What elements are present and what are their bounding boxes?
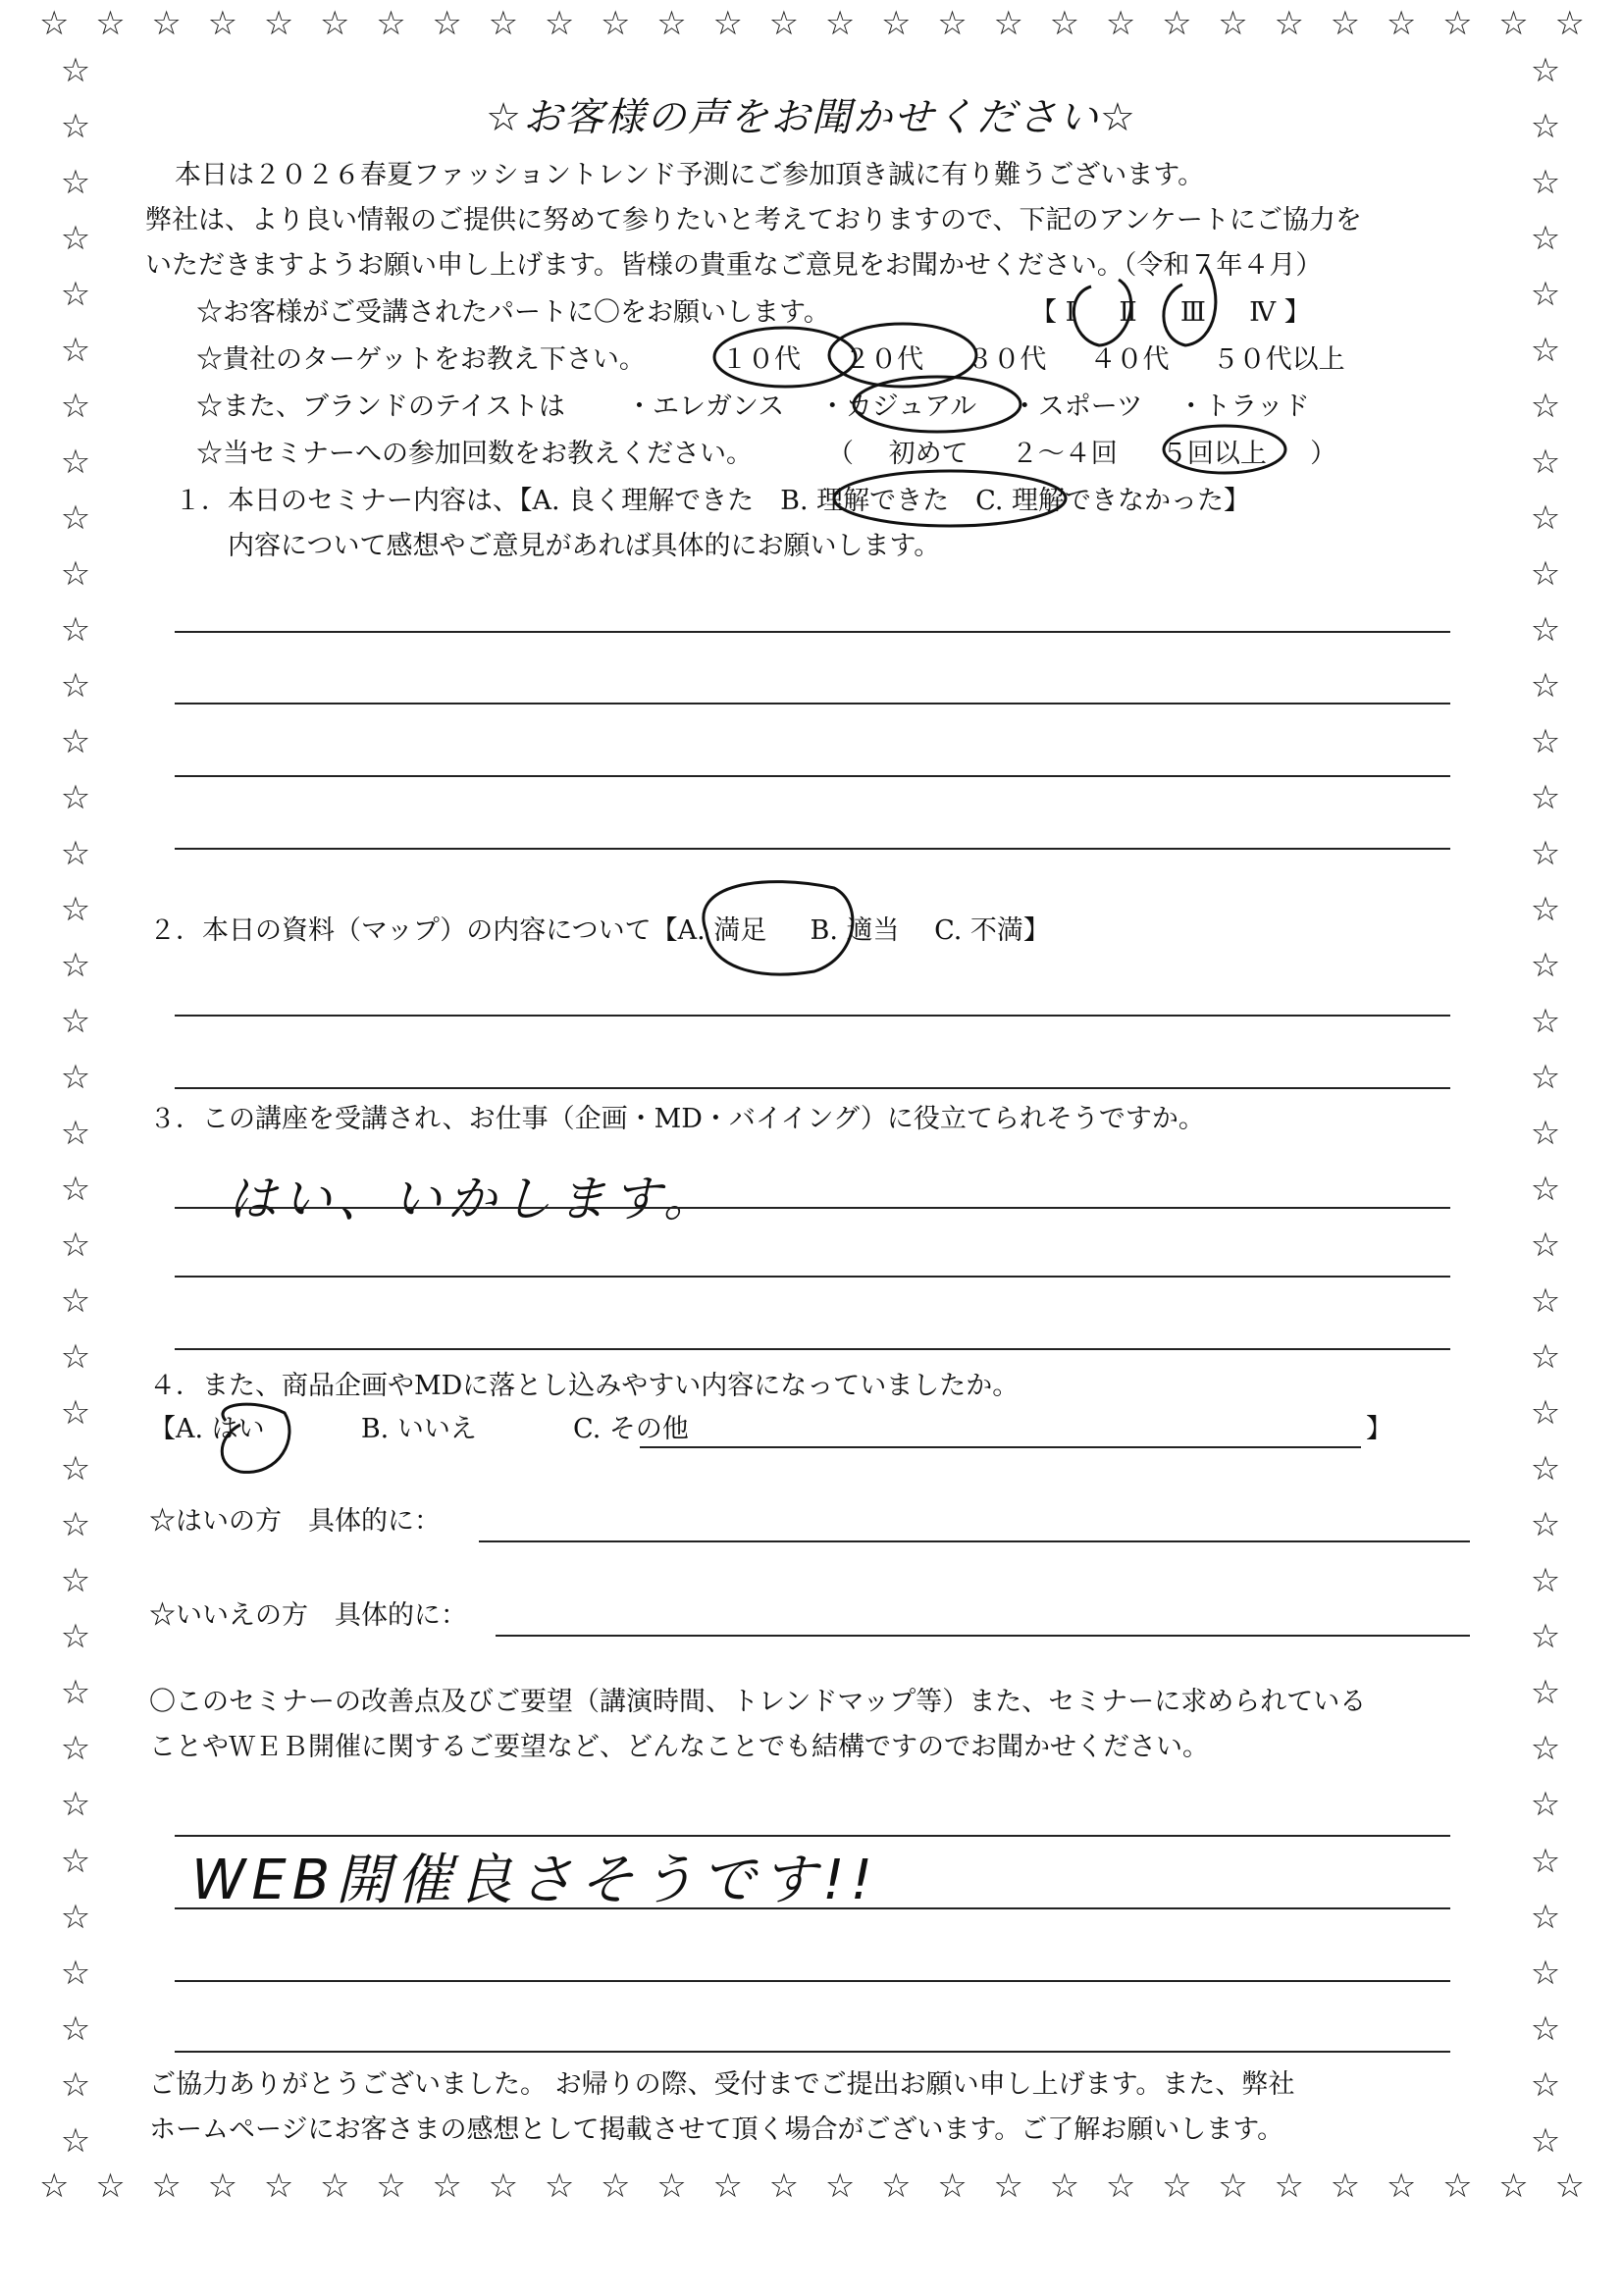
q1-sub: 内容について感想やご意見があれば具体的にお願いします。: [228, 531, 941, 561]
border-star-icon: ☆: [60, 890, 91, 930]
border-star-icon: ☆: [1530, 1953, 1561, 1993]
q2-text: ２．本日の資料（マップ）の内容について【A. 満足 B. 適当 C. 不満】: [149, 915, 1050, 946]
border-star-icon: ☆: [993, 2166, 1023, 2206]
border-star-icon: ☆: [1330, 4, 1361, 43]
border-star-icon: ☆: [1530, 1002, 1561, 1042]
border-star-icon: ☆: [1530, 1226, 1561, 1266]
q3-handwritten-answer: はい、いかします。: [228, 1171, 718, 1227]
star-border-left: [51, 51, 100, 2161]
border-star-icon: ☆: [712, 4, 743, 43]
border-star-icon: ☆: [1530, 331, 1561, 371]
border-star-icon: ☆: [1530, 387, 1561, 427]
target-options[interactable]: １０代 ２０代 ３０代 ４０代 ５０代以上: [721, 344, 1345, 375]
border-star-icon: ☆: [488, 2166, 519, 2206]
border-star-icon: ☆: [881, 4, 912, 43]
thanks-line-2: ホームページにお客さまの感想として掲載させて頂く場合がございます。ご了解お願いします。: [149, 2114, 1284, 2145]
border-star-icon: ☆: [824, 4, 856, 43]
border-star-icon: ☆: [1530, 1561, 1561, 1601]
part-label: ☆お客様がご受講されたパートに〇をお願いします。: [196, 297, 830, 328]
border-star-icon: ☆: [151, 2166, 182, 2206]
border-star-icon: ☆: [1105, 2166, 1136, 2206]
border-star-icon: ☆: [1530, 1281, 1561, 1322]
request-line-1: 〇このセミナーの改善点及びご要望（講演時間、トレンドマップ等）また、セミナーに求められている: [149, 1687, 1367, 1717]
q2-answer-line[interactable]: [175, 1087, 1450, 1089]
border-star-icon: ☆: [488, 4, 519, 43]
border-star-icon: ☆: [60, 1897, 91, 1937]
border-star-icon: ☆: [60, 107, 91, 147]
q4-other-line[interactable]: [640, 1446, 1361, 1448]
border-star-icon: ☆: [1554, 4, 1585, 43]
star-border-right: [1521, 51, 1570, 2161]
border-star-icon: ☆: [544, 4, 575, 43]
border-star-icon: ☆: [1530, 1785, 1561, 1825]
border-star-icon: ☆: [1530, 1505, 1561, 1545]
border-star-icon: ☆: [601, 2166, 631, 2206]
count-label: ☆当セミナーへの参加回数をお教えください。: [196, 439, 753, 469]
target-label: ☆貴社のターゲットをお教え下さい。: [196, 344, 646, 375]
border-star-icon: ☆: [1530, 1841, 1561, 1881]
star-border-top: [39, 4, 1585, 43]
border-star-icon: ☆: [263, 2166, 294, 2206]
border-star-icon: ☆: [60, 51, 91, 90]
border-star-icon: ☆: [60, 778, 91, 818]
border-star-icon: ☆: [1049, 2166, 1080, 2206]
border-star-icon: ☆: [60, 2120, 91, 2161]
border-star-icon: ☆: [1162, 4, 1192, 43]
border-star-icon: ☆: [60, 1449, 91, 1489]
border-star-icon: ☆: [1530, 1058, 1561, 1098]
border-star-icon: ☆: [60, 1673, 91, 1713]
border-star-icon: ☆: [824, 2166, 856, 2206]
border-star-icon: ☆: [60, 1617, 91, 1657]
border-star-icon: ☆: [1530, 1170, 1561, 1210]
request-handwritten-answer: WEB開催良さそうです!!: [191, 1849, 879, 1912]
border-star-icon: ☆: [60, 1785, 91, 1825]
border-star-icon: ☆: [376, 2166, 406, 2206]
border-star-icon: ☆: [1274, 4, 1304, 43]
border-star-icon: ☆: [712, 2166, 743, 2206]
border-star-icon: ☆: [1530, 107, 1561, 147]
border-star-icon: ☆: [60, 1953, 91, 1993]
intro-line-2: 弊社は、より良い情報のご提供に努めて参りたいと考えておりますので、下記のアンケートにご協力を: [145, 205, 1362, 235]
border-star-icon: ☆: [1274, 2166, 1304, 2206]
border-star-icon: ☆: [1498, 2166, 1529, 2206]
border-star-icon: ☆: [95, 4, 126, 43]
border-star-icon: ☆: [60, 1226, 91, 1266]
q2-answer-line[interactable]: [175, 1015, 1450, 1017]
border-star-icon: ☆: [1530, 1897, 1561, 1937]
q1-answer-line[interactable]: [175, 703, 1450, 704]
border-star-icon: ☆: [1162, 2166, 1192, 2206]
border-star-icon: ☆: [601, 4, 631, 43]
q3-answer-line[interactable]: [175, 1276, 1450, 1278]
q1-answer-line[interactable]: [175, 848, 1450, 850]
border-star-icon: ☆: [1530, 1617, 1561, 1657]
border-star-icon: ☆: [60, 1561, 91, 1601]
border-star-icon: ☆: [60, 834, 91, 874]
no-detail-line[interactable]: [496, 1635, 1470, 1637]
yes-detail-label: ☆はいの方 具体的に：: [149, 1506, 441, 1537]
border-star-icon: ☆: [60, 1337, 91, 1378]
border-star-icon: ☆: [60, 1729, 91, 1769]
border-star-icon: ☆: [60, 610, 91, 651]
border-star-icon: ☆: [432, 2166, 462, 2206]
border-star-icon: ☆: [1530, 1114, 1561, 1154]
border-star-icon: ☆: [1530, 1393, 1561, 1434]
border-star-icon: ☆: [1530, 2120, 1561, 2161]
border-star-icon: ☆: [60, 666, 91, 706]
border-star-icon: ☆: [1530, 834, 1561, 874]
border-star-icon: ☆: [60, 554, 91, 595]
border-star-icon: ☆: [1330, 2166, 1361, 2206]
border-star-icon: ☆: [60, 498, 91, 539]
request-answer-line[interactable]: [175, 2051, 1450, 2053]
border-star-icon: ☆: [1530, 1673, 1561, 1713]
q1-text: １．本日のセミナー内容は、【A. 良く理解できた B. 理解できた C. 理解できなかった】: [175, 486, 1251, 516]
border-star-icon: ☆: [207, 4, 238, 43]
border-star-icon: ☆: [60, 2009, 91, 2049]
border-star-icon: ☆: [1530, 554, 1561, 595]
border-star-icon: ☆: [320, 4, 350, 43]
border-star-icon: ☆: [1386, 2166, 1417, 2206]
q3-answer-line[interactable]: [175, 1348, 1450, 1350]
border-star-icon: ☆: [1530, 1449, 1561, 1489]
border-star-icon: ☆: [60, 1058, 91, 1098]
border-star-icon: ☆: [60, 1505, 91, 1545]
border-star-icon: ☆: [320, 2166, 350, 2206]
border-star-icon: ☆: [39, 4, 70, 43]
border-star-icon: ☆: [95, 2166, 126, 2206]
border-star-icon: ☆: [1386, 4, 1417, 43]
border-star-icon: ☆: [1530, 1337, 1561, 1378]
border-star-icon: ☆: [60, 722, 91, 762]
border-star-icon: ☆: [1530, 443, 1561, 483]
border-star-icon: ☆: [60, 1114, 91, 1154]
part-options[interactable]: 【 Ⅰ Ⅱ Ⅲ Ⅳ 】: [1030, 297, 1311, 328]
request-line-2: ことやＷＥＢ開催に関するご要望など、どんなことでも結構ですのでお聞かせください。: [149, 1732, 1209, 1762]
border-star-icon: ☆: [1530, 2009, 1561, 2049]
request-answer-line[interactable]: [175, 1980, 1450, 1982]
border-star-icon: ☆: [60, 219, 91, 259]
q1-answer-line[interactable]: [175, 775, 1450, 777]
q1-answer-line[interactable]: [175, 631, 1450, 633]
border-star-icon: ☆: [60, 387, 91, 427]
border-star-icon: ☆: [1530, 219, 1561, 259]
border-star-icon: ☆: [151, 4, 182, 43]
border-star-icon: ☆: [60, 1841, 91, 1881]
border-star-icon: ☆: [60, 1281, 91, 1322]
border-star-icon: ☆: [1530, 946, 1561, 986]
border-star-icon: ☆: [432, 4, 462, 43]
border-star-icon: ☆: [1530, 1729, 1561, 1769]
border-star-icon: ☆: [60, 1393, 91, 1434]
count-options[interactable]: （ 初めて ２～４回 ５回以上 ）: [827, 439, 1337, 469]
border-star-icon: ☆: [1530, 610, 1561, 651]
border-star-icon: ☆: [768, 4, 800, 43]
border-star-icon: ☆: [656, 4, 687, 43]
q4-close-bracket: 】: [1366, 1414, 1392, 1444]
q4-options[interactable]: 【A. はい B. いいえ C. その他: [149, 1414, 689, 1444]
border-star-icon: ☆: [1218, 2166, 1248, 2206]
border-star-icon: ☆: [1530, 2064, 1561, 2105]
q4-text: ４．また、商品企画やMDに落とし込みやすい内容になっていましたか。: [149, 1371, 1020, 1401]
page-title: ☆お客様の声をお聞かせください☆: [486, 95, 1137, 140]
border-star-icon: ☆: [60, 275, 91, 315]
border-star-icon: ☆: [1530, 890, 1561, 930]
border-star-icon: ☆: [1530, 163, 1561, 203]
border-star-icon: ☆: [1049, 4, 1080, 43]
border-star-icon: ☆: [1442, 2166, 1473, 2206]
border-star-icon: ☆: [39, 2166, 70, 2206]
border-star-icon: ☆: [1218, 4, 1248, 43]
no-detail-label: ☆いいえの方 具体的に：: [149, 1600, 467, 1631]
border-star-icon: ☆: [1530, 51, 1561, 90]
border-star-icon: ☆: [376, 4, 406, 43]
intro-line-1: 本日は２０２６春夏ファッショントレンド予測にご参加頂き誠に有り難うございます。: [175, 160, 1205, 190]
border-star-icon: ☆: [60, 946, 91, 986]
border-star-icon: ☆: [1530, 722, 1561, 762]
border-star-icon: ☆: [656, 2166, 687, 2206]
border-star-icon: ☆: [1530, 666, 1561, 706]
q3-answer-line[interactable]: [175, 1207, 1450, 1209]
border-star-icon: ☆: [60, 1002, 91, 1042]
border-star-icon: ☆: [1530, 498, 1561, 539]
border-star-icon: ☆: [60, 443, 91, 483]
border-star-icon: ☆: [881, 2166, 912, 2206]
border-star-icon: ☆: [1530, 778, 1561, 818]
taste-options[interactable]: ・エレガンス ・カジュアル ・スポーツ ・トラッド: [626, 391, 1310, 422]
border-star-icon: ☆: [937, 2166, 968, 2206]
request-answer-line[interactable]: [175, 1907, 1450, 1909]
border-star-icon: ☆: [207, 2166, 238, 2206]
border-star-icon: ☆: [263, 4, 294, 43]
border-star-icon: ☆: [60, 2064, 91, 2105]
border-star-icon: ☆: [937, 4, 968, 43]
yes-detail-line[interactable]: [479, 1540, 1470, 1542]
border-star-icon: ☆: [544, 2166, 575, 2206]
border-star-icon: ☆: [1554, 2166, 1585, 2206]
border-star-icon: ☆: [60, 1170, 91, 1210]
border-star-icon: ☆: [768, 2166, 800, 2206]
border-star-icon: ☆: [1498, 4, 1529, 43]
border-star-icon: ☆: [1442, 4, 1473, 43]
border-star-icon: ☆: [993, 4, 1023, 43]
intro-line-3: いただきますようお願い申し上げます。皆様の貴重なご意見をお聞かせください。（令和７年４月）: [145, 250, 1323, 281]
border-star-icon: ☆: [60, 163, 91, 203]
taste-label: ☆また、ブランドのテイストは: [196, 391, 565, 422]
border-star-icon: ☆: [60, 331, 91, 371]
border-star-icon: ☆: [1530, 275, 1561, 315]
border-star-icon: ☆: [1105, 4, 1136, 43]
star-border-bottom: [39, 2166, 1585, 2206]
thanks-line-1: ご協力ありがとうございました。 お帰りの際、受付までご提出お願い申し上げます。また、弊社: [149, 2069, 1295, 2100]
q3-text: ３．この講座を受講され、お仕事（企画・MD・バイイング）に役立てられそうですか。: [149, 1104, 1205, 1134]
